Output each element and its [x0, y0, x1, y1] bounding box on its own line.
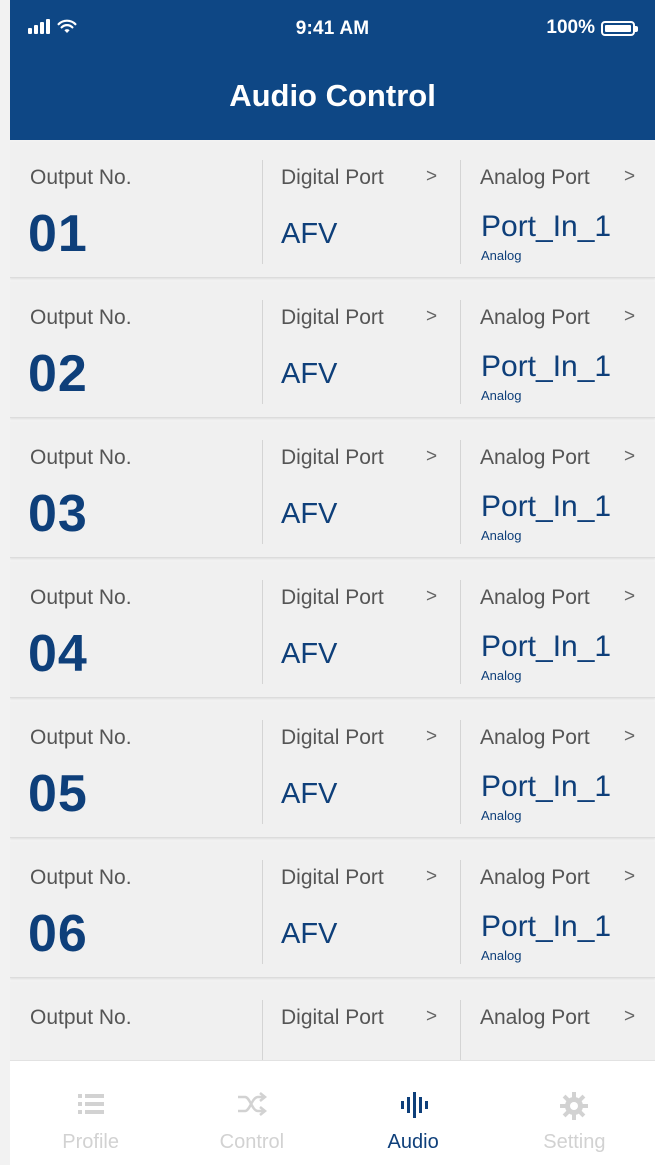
chevron-right-icon[interactable]: > — [426, 1006, 438, 1027]
column-divider — [460, 440, 461, 544]
column-divider — [262, 1000, 263, 1060]
analog-port-button[interactable]: Analog Port — [480, 866, 590, 889]
chevron-right-icon[interactable]: > — [426, 166, 438, 187]
digital-port-value[interactable]: AFV — [281, 498, 338, 530]
column-divider — [262, 860, 263, 964]
chevron-right-icon[interactable]: > — [426, 586, 438, 607]
tab-label: Setting — [543, 1131, 606, 1153]
analog-port-type: Analog — [481, 948, 522, 963]
status-bar — [10, 0, 655, 60]
analog-port-value[interactable]: Port_In_1 — [481, 910, 612, 943]
status-time: 9:41 AM — [295, 18, 370, 39]
analog-port-type: Analog — [481, 388, 522, 403]
gear-icon — [494, 1091, 655, 1121]
battery-icon — [601, 21, 635, 36]
shuffle-icon — [171, 1091, 332, 1121]
analog-port-type: Analog — [481, 808, 522, 823]
digital-port-value[interactable]: AFV — [281, 638, 338, 670]
page-title: Audio Control — [229, 78, 436, 113]
output-label: Output No. — [30, 866, 132, 889]
output-row — [10, 282, 655, 418]
analog-port-value[interactable]: Port_In_1 — [481, 490, 612, 523]
output-label: Output No. — [30, 166, 132, 189]
tab-profile[interactable] — [10, 1061, 171, 1165]
analog-port-button[interactable]: Analog Port — [480, 1006, 590, 1029]
digital-port-value[interactable]: AFV — [281, 358, 338, 390]
digital-port-button[interactable]: Digital Port — [281, 726, 384, 749]
output-row — [10, 562, 655, 698]
output-number: 04 — [28, 625, 88, 683]
tab-setting[interactable] — [494, 1061, 655, 1165]
digital-port-button[interactable]: Digital Port — [281, 446, 384, 469]
analog-port-value[interactable]: Port_In_1 — [481, 630, 612, 663]
digital-port-button[interactable]: Digital Port — [281, 166, 384, 189]
tab-label: Control — [219, 1131, 285, 1153]
battery-percent: 100% — [546, 17, 595, 38]
output-label: Output No. — [30, 726, 132, 749]
analog-port-value[interactable]: Port_In_1 — [481, 770, 612, 803]
output-label: Output No. — [30, 446, 132, 469]
audio-waveform-icon — [333, 1091, 494, 1121]
digital-port-value[interactable]: AFV — [281, 918, 338, 950]
digital-port-button[interactable]: Digital Port — [281, 306, 384, 329]
output-label: Output No. — [30, 306, 132, 329]
chevron-right-icon[interactable]: > — [624, 586, 636, 607]
column-divider — [460, 1000, 461, 1060]
column-divider — [262, 160, 263, 264]
chevron-right-icon[interactable]: > — [624, 866, 636, 887]
analog-port-button[interactable]: Analog Port — [480, 586, 590, 609]
digital-port-value[interactable]: AFV — [281, 778, 338, 810]
chevron-right-icon[interactable]: > — [624, 166, 636, 187]
analog-port-type: Analog — [481, 248, 522, 263]
column-divider — [460, 860, 461, 964]
bottom-tab-bar — [10, 1060, 655, 1165]
tab-control[interactable] — [171, 1061, 332, 1165]
output-label: Output No. — [30, 1006, 132, 1029]
column-divider — [460, 580, 461, 684]
output-list[interactable] — [10, 140, 655, 1060]
analog-port-type: Analog — [481, 668, 522, 683]
chevron-right-icon[interactable]: > — [426, 726, 438, 747]
chevron-right-icon[interactable]: > — [426, 866, 438, 887]
tab-audio[interactable] — [333, 1061, 494, 1165]
column-divider — [460, 720, 461, 824]
analog-port-value[interactable]: Port_In_1 — [481, 210, 612, 243]
analog-port-type: Analog — [481, 528, 522, 543]
list-icon — [10, 1091, 171, 1121]
output-number: 05 — [28, 765, 88, 823]
analog-port-button[interactable]: Analog Port — [480, 306, 590, 329]
tab-label: Profile — [62, 1131, 119, 1153]
column-divider — [262, 300, 263, 404]
chevron-right-icon[interactable]: > — [624, 446, 636, 467]
output-row — [10, 842, 655, 978]
digital-port-value[interactable]: AFV — [281, 218, 338, 250]
column-divider — [460, 300, 461, 404]
output-number: 02 — [28, 345, 88, 403]
output-row — [10, 982, 655, 1060]
analog-port-button[interactable]: Analog Port — [480, 166, 590, 189]
chevron-right-icon[interactable]: > — [624, 1006, 636, 1027]
chevron-right-icon[interactable]: > — [426, 306, 438, 327]
analog-port-button[interactable]: Analog Port — [480, 446, 590, 469]
column-divider — [460, 160, 461, 264]
analog-port-button[interactable]: Analog Port — [480, 726, 590, 749]
tab-label: Audio — [387, 1131, 439, 1153]
column-divider — [262, 580, 263, 684]
digital-port-button[interactable]: Digital Port — [281, 586, 384, 609]
chevron-right-icon[interactable]: > — [426, 446, 438, 467]
output-label: Output No. — [30, 586, 132, 609]
analog-port-value[interactable]: Port_In_1 — [481, 350, 612, 383]
output-number: 06 — [28, 905, 88, 963]
output-row — [10, 702, 655, 838]
chevron-right-icon[interactable]: > — [624, 306, 636, 327]
status-right — [546, 17, 635, 39]
output-number: 03 — [28, 485, 88, 543]
digital-port-button[interactable]: Digital Port — [281, 866, 384, 889]
digital-port-button[interactable]: Digital Port — [281, 1006, 384, 1029]
column-divider — [262, 720, 263, 824]
app-header — [10, 0, 655, 140]
output-row — [10, 142, 655, 278]
output-number: 01 — [28, 205, 88, 263]
output-row — [10, 422, 655, 558]
column-divider — [262, 440, 263, 544]
chevron-right-icon[interactable]: > — [624, 726, 636, 747]
